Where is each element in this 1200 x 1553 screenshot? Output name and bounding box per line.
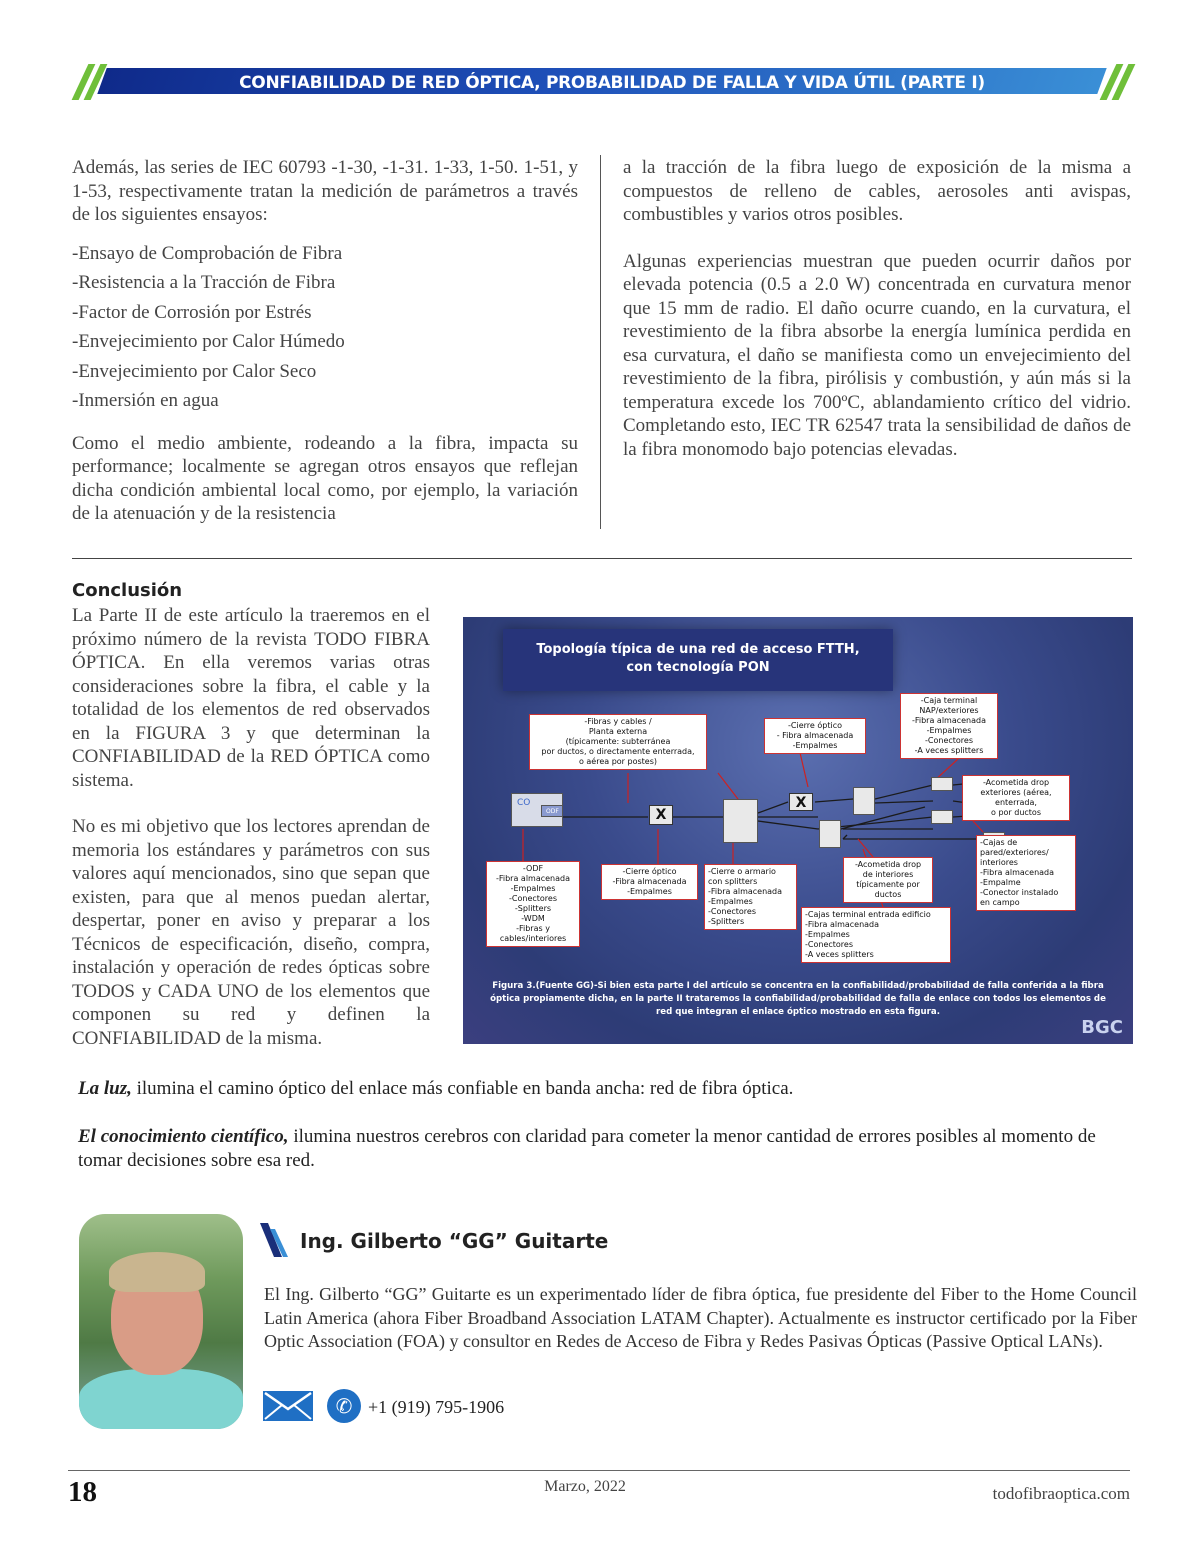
header-banner <box>72 64 1132 102</box>
box-cierre-optico-top: -Cierre óptico - Fibra almacenada -Empalmes <box>764 718 866 754</box>
co-label: CO <box>517 798 531 808</box>
quote-text: ilumina el camino óptico del enlace más confiable en banda ancha: red de fibra óptica. <box>131 1078 794 1099</box>
photo-shirt <box>79 1369 243 1429</box>
quote-knowledge <box>78 1125 1138 1172</box>
list-item: -Envejecimiento por Calor Seco <box>72 360 317 382</box>
bgc-logo: BGC <box>1081 1017 1123 1038</box>
terminal-box-3 <box>931 777 953 791</box>
list-item: -Inmersión en agua <box>72 390 219 411</box>
right-paragraph-2: Algunas experiencias muestran que pueden ocurrir daños por elevada potencia (0.5 a 2.0 W) concentrada en curvatura menor que 15 mm de radio. El daño ocurre cuando, en la curvatura, el revestimiento de la fibra absorbe la energía lumínica perdida en esa curvatura, el daño se manifiesta como un envejecimiento del revestimiento de la fibra, pirólisis y combustión, y aún más si la temperatura excede los 700ºC, ablandamiento crítico del vidrio. Completando esto, IEC TR 62547 trata la sensibilidad de daños de la fibra monomodo bajo potencias elevadas. <box>623 250 1131 460</box>
terminal-box-2 <box>819 820 841 848</box>
box-fibras-cables: -Fibras y cables / Planta externa (típicamente: subterránea por ductos, o directamente enterrada, o aérea por postes) <box>529 714 707 770</box>
mail-icon[interactable] <box>263 1391 313 1421</box>
splice-closure-mark: X <box>649 805 673 825</box>
list-item: -Resistencia a la Tracción de Fibra <box>72 272 336 293</box>
terminal-box-4 <box>931 810 953 824</box>
quote-lead: La luz, <box>78 1078 132 1099</box>
author-photo <box>79 1214 243 1429</box>
quote-lead: El conocimiento científico, <box>78 1126 289 1147</box>
quote-text: ilumina nuestros cerebros con claridad para cometer la menor cantidad de errores posibles al momento de tomar decisiones sobre esa red. <box>78 1126 1096 1171</box>
box-odf: -ODF -Fibra almacenada -Empalmes -Conectores -Splitters -WDM -Fibras y cables/interiores <box>486 861 580 947</box>
conclusion-heading: Conclusión <box>72 580 183 601</box>
right-column <box>623 156 1131 461</box>
box-cajas-edificio: -Cajas terminal entrada edificio -Fibra almacenada -Empalmes -Conectores -A veces splitters <box>801 907 951 963</box>
conclusion-body <box>72 604 430 1050</box>
author-bio: El Ing. Gilberto “GG” Guitarte es un experimentado líder de fibra óptica, fue presidente del Fiber to the Home Council Latin America (ahora Fiber Broadband Association LATAM Chapter). Actualmente es instructor certificado por la Fiber Optic Association (FOA) y consultor en Redes de Acceso de Fibra y Redes Pasivas Ópticas (Passive Optical LANs). <box>264 1284 1137 1351</box>
box-armario-splitters: -Cierre o armario con splitters -Fibra almacenada -Empalmes -Conectores -Splitters <box>704 864 797 930</box>
intro-paragraph: Además, las series de IEC 60793 -1-30, -1-31. 1-33, 1-50. 1-51, y 1-53, respectivamente tratan la medición de parámetros a través de los siguientes ensayos: <box>72 157 578 225</box>
figure-title <box>503 641 893 677</box>
ftth-topology-figure <box>463 617 1133 1044</box>
author-phone[interactable]: +1 (919) 795-1906 <box>368 1397 505 1417</box>
list-item: -Ensayo de Comprobación de Fibra <box>72 242 343 264</box>
phone-icon[interactable]: ✆ <box>327 1389 361 1423</box>
page-header-title: CONFIABILIDAD DE RED ÓPTICA, PROBABILIDAD DE FALLA Y VIDA ÚTIL (PARTE I) <box>239 73 985 93</box>
list-item: -Envejecimiento por Calor Húmedo <box>72 331 345 352</box>
section-divider <box>72 558 1132 559</box>
list-item: -Factor de Corrosión por Estrés <box>72 301 312 323</box>
photo-hair <box>109 1252 205 1292</box>
figure-title-line-1: Topología típica de una red de acceso FTTH, <box>536 642 860 657</box>
column-divider <box>600 155 601 529</box>
conclusion-paragraph-1: La Parte II de este artículo la traeremos en el próximo número de la revista TODO FIBRA ÓPTICA. En ella veremos varias otras consideraciones sobre la fibra, el cable y la totalidad de los elementos de red observados en la FIGURA 3 y que determinan la CONFIABILIDAD de la RED ÓPTICA como sistema. <box>72 605 430 791</box>
figure-title-line-2: con tecnología PON <box>626 660 770 675</box>
figure-title-box <box>503 629 893 691</box>
odf-label: ODF <box>546 808 559 815</box>
closing-paragraph: Como el medio ambiente, rodeando a la fibra, impacta su performance; localmente se agregan otros ensayos que reflejan dicha condición ambiental local como, por ejemplo, la variación de la atenuación y de la resistencia <box>72 432 578 524</box>
terminal-box-1 <box>853 787 875 815</box>
right-paragraph-1: a la tracción de la fibra luego de exposición de la misma a compuestos de relleno de cables, aerosoles anti avispas, combustibles y varios otros posibles. <box>623 157 1131 225</box>
page-number: 18 <box>68 1476 97 1508</box>
site-url[interactable]: todofibraoptica.com <box>992 1484 1130 1503</box>
box-caja-terminal: -Caja terminal NAP/exteriores -Fibra almacenada -Empalmes -Conectores -A veces splitters <box>900 693 998 759</box>
conclusion-paragraph-2: No es mi objetivo que los lectores aprendan de memoria los estándares y parámetros con sus valores aquí mencionados, sino que sepan que existen, para que al menos puedan alertar, despertar, poner en aviso y preparar a los Técnicos de especificación, diseño, compra, instalación y operación de redes ópticas sobre TODOS y CADA UNO de los elementos que componen su red y definen la CONFIABILIDAD de la misma. <box>72 816 430 1049</box>
author-slash-icon <box>260 1223 290 1257</box>
left-column <box>72 156 578 526</box>
quote-light <box>78 1077 1138 1101</box>
tests-list <box>72 239 578 416</box>
footer-rule <box>68 1470 1130 1471</box>
figure-caption: Figura 3.(Fuente GG)-Si bien esta parte I del artículo se concentra en la confiabilidad/probabilidad de falla conferida a la fibra óptica propiamente dicha, en la parte II trataremos la confiabilidad/probabilidad de falla de enlace con todos los elementos de red que integran el enlace óptico mostrado en esta figura. <box>490 981 1106 1017</box>
author-name: Ing. Gilberto “GG” Guitarte <box>300 1229 609 1253</box>
box-cierre-optico-mid: -Cierre óptico -Fibra almacenada -Empalmes <box>601 864 698 900</box>
box-acometida-exteriores: -Acometida drop exteriores (aérea, enterrada, o por ductos <box>962 775 1070 821</box>
issue-date: Marzo, 2022 <box>544 1478 626 1495</box>
box-acometida-interiores: -Acometida drop de interiores típicamente por ductos <box>843 857 933 903</box>
splitter-cabinet <box>723 799 758 843</box>
box-cajas-pared: -Cajas de pared/exteriores/ interiores -Fibra almacenada -Empalme -Conector instalado en campo <box>976 835 1076 911</box>
splice-closure-mark-2: X <box>789 793 813 811</box>
